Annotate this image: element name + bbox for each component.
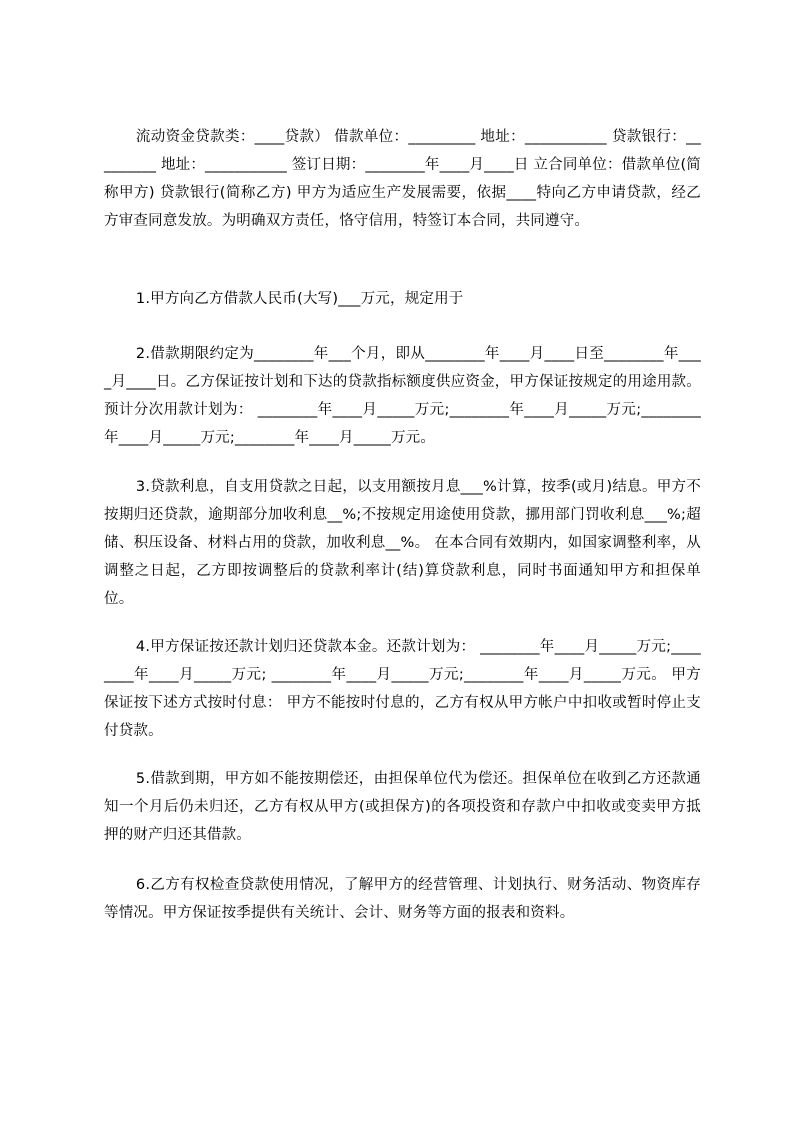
- paragraph-clause-1: 1.甲方向乙方借款人民币(大写)___万元，规定用于: [135, 291, 464, 307]
- paragraph-clause-5: 5.借款到期，甲方如不能按期偿还，由担保单位代为偿还。担保单位在收到乙方还款通知一个月后仍未归还，乙方有权从甲方(或担保方)的各项投资和存款户中扣收或变卖甲方抵押的财产归还其借款。: [104, 771, 701, 843]
- paragraph-clause-4: 4.甲方保证按还款计划归还贷款本金。还款计划为： ________年____月_____万元;________年____月_____万元; ________年____月_____万元;________年____月_____万元。 甲方保证按下述方式按时付息： 甲方不能按时付息的，乙方有权从甲方帐户中扣收或暂时停止支付贷款。: [104, 639, 701, 739]
- paragraph-intro: 流动资金贷款类：____贷款） 借款单位：_________ 地址：___________ 贷款银行：_________ 地址：___________ 签订日期：________年____月____日 立合同单位：借款单位(简称甲方) 贷款银行(简称乙方) 甲方为适应生产发展需要，依据____特向乙方申请贷款，经乙方审查同意发放。为明确双方责任，恪守信用，特签订本合同，共同遵守。: [104, 129, 701, 229]
- paragraph-clause-3: 3.贷款利息，自支用贷款之日起，以支用额按月息___%计算，按季(或月)结息。甲方不按期归还贷款，逾期部分加收利息__%;不按规定用途使用贷款，挪用部门罚收利息___%;超储、积压设备、材料占用的贷款，加收利息__%。 在本合同有效期内，如国家调整利率，从调整之日起，乙方即按调整后的贷款利率计(结)算贷款利息，同时书面通知甲方和担保单位。: [104, 479, 701, 607]
- paragraph-clause-2: 2.借款期限约定为________年___个月，即从________年____月____日至________年____月____日。乙方保证按计划和下达的贷款指标额度供应资金，甲方保证按规定的用途用款。预计分次用款计划为： ________年____月_____万元;________年____月_____万元;________年____月_____万元;________年____月_____万元。: [104, 346, 701, 446]
- paragraph-clause-6: 6.乙方有权检查贷款使用情况，了解甲方的经营管理、计划执行、财务活动、物资库存等情况。甲方保证按季提供有关统计、会计、财务等方面的报表和资料。: [104, 877, 701, 921]
